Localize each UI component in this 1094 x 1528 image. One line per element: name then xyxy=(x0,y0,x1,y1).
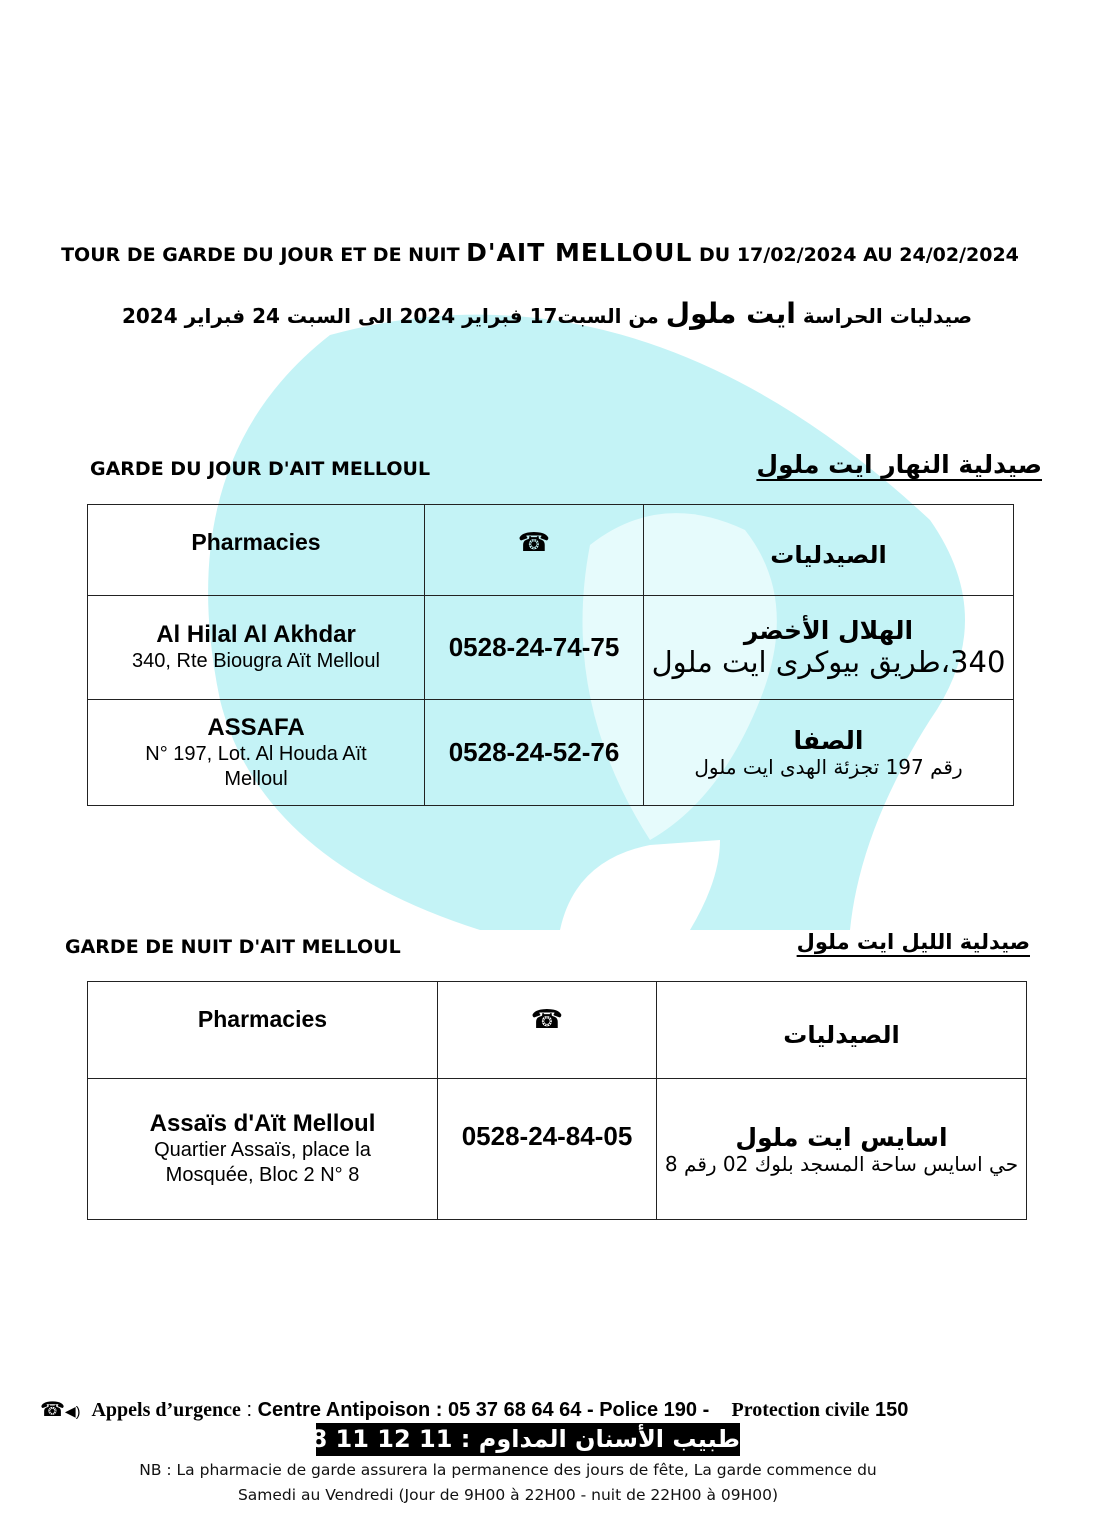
pharmacy-cell-fr xyxy=(88,1079,438,1220)
protection-civile-number: 150 xyxy=(874,1399,909,1421)
night-section-title-ar: صيدلية الليل ايت ملول xyxy=(796,930,1030,954)
protection-civile-label: Protection civile xyxy=(731,1399,870,1421)
pharmacy-address-ar: حي اسايس ساحة المسجد بلوك 02 رقم 8 xyxy=(664,1151,1019,1176)
title-fr xyxy=(0,238,1080,267)
title-ar-city: ايت ملول xyxy=(665,297,796,330)
pharmacy-name-fr: Assaïs d'Aït Melloul xyxy=(149,1110,376,1137)
title-fr-prefix: TOUR DE GARDE DU JOUR ET DE NUIT xyxy=(61,244,460,266)
pharmacy-name-fr: Al Hilal Al Akhdar xyxy=(156,621,356,648)
phone-icon: ☎ xyxy=(438,982,657,1079)
pharmacy-address-fr: Quartier Assaïs, place la Mosquée, Bloc 2 N° 8 xyxy=(154,1139,371,1186)
pharmacy-cell-fr xyxy=(88,700,425,806)
pharmacy-address-ar: 340،طريق بيوكرى ايت ملول xyxy=(651,645,1006,679)
table-row xyxy=(88,700,1014,806)
header-pharmacies-ar: الصيدليات xyxy=(644,505,1014,596)
pharmacy-address-ar: رقم 197 تجزئة الهدى ايت ملول xyxy=(694,755,963,779)
title-fr-city: D'AIT MELLOUL xyxy=(466,238,693,267)
pharmacy-name-fr: ASSAFA xyxy=(207,713,305,741)
antipoison-text: Centre Antipoison : 05 37 68 64 64 - Police 190 - xyxy=(257,1399,715,1421)
day-table xyxy=(87,504,1014,806)
table-row xyxy=(88,596,1014,700)
dentist-on-call: طبيب الأسنان المداوم : 11 12 11 08 06 xyxy=(316,1423,740,1456)
emergency-calls-line: ☎◀) Appels d’urgence : Centre Antipoison : 05 37 68 64 64 - Police 190 - Protection civile 150 xyxy=(40,1399,909,1421)
pharmacy-cell-ar xyxy=(657,1079,1027,1220)
header-pharmacies-ar: الصيدليات xyxy=(657,982,1027,1079)
pharmacy-cell-ar xyxy=(644,700,1014,806)
pharmacy-phone[interactable]: 0528-24-74-75 xyxy=(425,596,644,700)
emergency-phone-icon: ☎ xyxy=(40,1399,65,1421)
table-header-row xyxy=(88,982,1027,1079)
pharmacy-phone[interactable]: 0528-24-84-05 xyxy=(438,1079,657,1220)
pharmacy-cell-fr xyxy=(88,596,425,700)
pharmacy-address-fr: 340, Rte Biougra Aït Melloul xyxy=(132,650,380,672)
night-table xyxy=(87,981,1027,1220)
pharmacy-name-ar: اسايس ايت ملول xyxy=(735,1122,948,1152)
header-pharmacies: Pharmacies xyxy=(88,982,438,1079)
appels-separator: : xyxy=(240,1399,258,1421)
pharmacy-phone[interactable]: 0528-24-52-76 xyxy=(425,700,644,806)
nb-line-1: NB : La pharmacie de garde assurera la permanence des jours de fête, La garde commence du xyxy=(139,1461,877,1479)
title-fr-dates: DU 17/02/2024 AU 24/02/2024 xyxy=(699,244,1019,266)
day-section-title-fr: GARDE DU JOUR D'AIT MELLOUL xyxy=(90,458,431,480)
pharmacy-name-ar: الهلال الأخضر xyxy=(743,616,914,645)
pharmacy-cell-ar xyxy=(644,596,1014,700)
nb-note xyxy=(0,1458,1016,1508)
appels-label: Appels d’urgence xyxy=(91,1399,241,1421)
pharmacy-name-ar: الصفا xyxy=(793,726,864,755)
title-ar-prefix: صيدليات الحراسة xyxy=(802,304,973,328)
nb-line-2: Samedi au Vendredi (Jour de 9H00 à 22H00 - nuit de 22H00 à 09H00) xyxy=(237,1486,779,1504)
day-section-title-ar: صيدلية النهار ايت ملول xyxy=(756,450,1042,479)
phone-icon: ☎ xyxy=(425,505,644,596)
table-header-row xyxy=(88,505,1014,596)
pharmacy-address-fr: N° 197, Lot. Al Houda Aït Melloul xyxy=(145,742,367,790)
title-ar-dates: من السبت17 فبراير 2024 الى السبت 24 فبراير 2024 xyxy=(121,304,659,328)
title-ar xyxy=(0,297,1094,330)
table-row xyxy=(88,1079,1027,1220)
night-section-title-fr: GARDE DE NUIT D'AIT MELLOUL xyxy=(65,936,401,958)
header-pharmacies: Pharmacies xyxy=(88,505,425,596)
